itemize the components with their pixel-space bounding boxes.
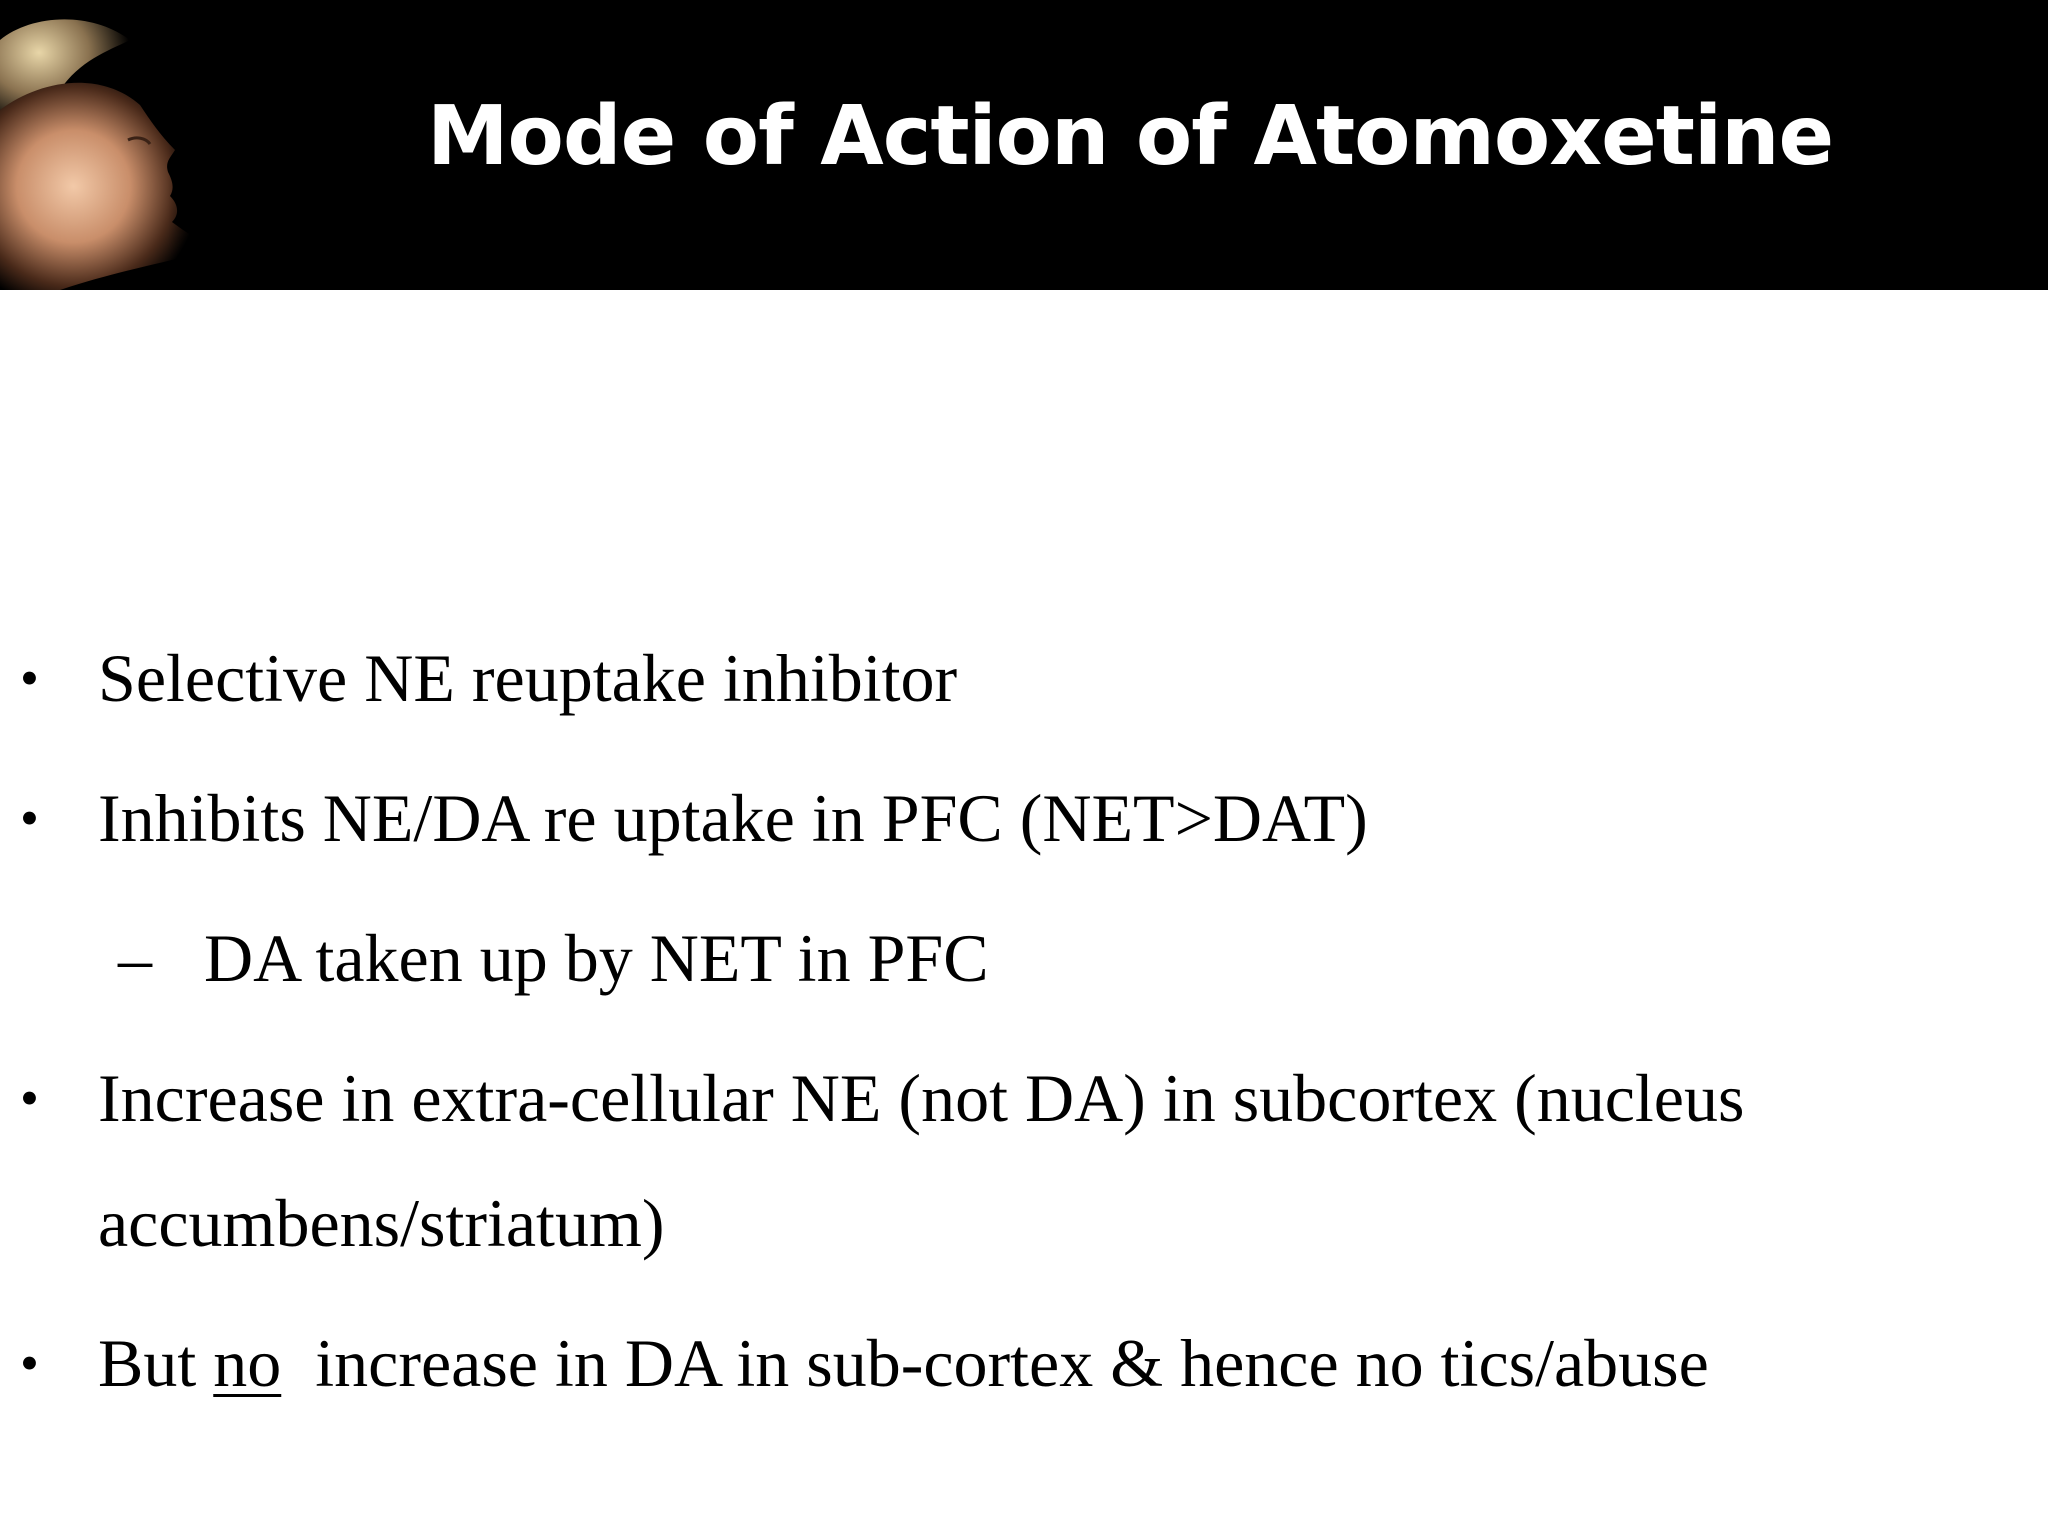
- bullet-text-suffix: increase in DA in sub-cortex & hence no tics/abuse: [281, 1325, 1709, 1401]
- bullet-marker: •: [20, 1333, 39, 1393]
- bullet-text-line-1: Increase in extra-cellular NE (not DA) in subcortex (nucleus: [98, 1060, 1745, 1136]
- emphasized-word: no: [213, 1325, 282, 1401]
- bullet-text: Inhibits NE/DA re uptake in PFC (NET>DAT): [98, 780, 1368, 856]
- slide-title: Mode of Action of Atomoxetine: [426, 89, 1834, 184]
- sub-bullet-text: DA taken up by NET in PFC: [204, 920, 989, 996]
- bullet-marker: •: [20, 788, 39, 848]
- dash-marker: –: [118, 920, 152, 996]
- bullet-text: Selective NE reuptake inhibitor: [98, 640, 958, 716]
- bullet-list: [0, 290, 2048, 1536]
- bullet-marker: •: [20, 1068, 39, 1128]
- bullet-marker: •: [20, 648, 39, 708]
- title-bar: [0, 0, 2048, 290]
- bullet-text-prefix: But: [98, 1325, 214, 1401]
- bullet-text: [98, 1293, 1998, 1433]
- child-portrait-image: [0, 0, 240, 290]
- bullet-text-line-2: accumbens/striatum): [98, 1185, 665, 1261]
